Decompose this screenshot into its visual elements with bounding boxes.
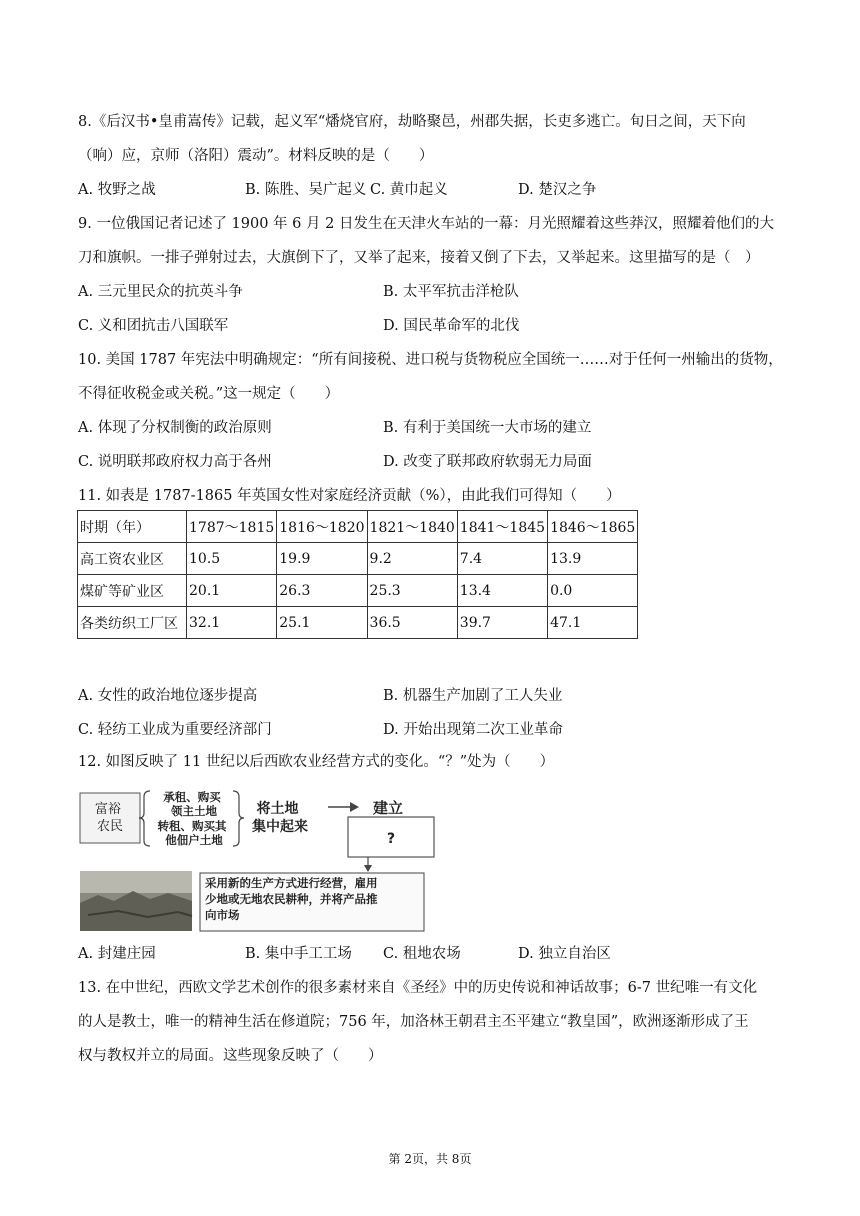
q9-stem-line2: 刀和旗帜。一排子弹射过去，大旗倒下了，又举了起来，接着又倒了下去，又举起来。这里描写的是（ ） [78,250,760,266]
table-cell: 高工资农业区 [78,543,187,575]
q10-option-b: B. 有利于美国统一大市场的建立 [383,420,592,436]
q12-flow-diagram [78,783,438,933]
left-brace [139,791,150,846]
table-header-row [78,511,638,543]
table-cell: 煤矿等矿业区 [78,575,187,607]
q10-option-a: A. 体现了分权制衡的政治原则 [78,420,272,436]
q13-stem-line1: 13. 在中世纪，西欧文学艺术创作的很多素材来自《圣经》中的历史传说和神话故事；6-7 世纪唯一有文化 [78,980,758,996]
table-header-cell: 1816～1820 [277,511,367,543]
table-cell: 20.1 [187,575,277,607]
establish-label: 建立 [372,799,404,817]
q13-stem-line3: 权与教权并立的局面。这些现象反映了（ ） [78,1048,383,1064]
rich-farmers-line1: 富裕 [94,802,121,817]
q13-stem-line2: 的人是教士，唯一的精神生活在修道院；756 年，加洛林王朝君主丕平建立“教皇国”，欧洲逐渐形成了王 [78,1014,749,1030]
q9-option-c: C. 义和团抗击八国联军 [78,318,229,334]
rent-buy-label [163,790,225,818]
table-header-cell: 1841～1845 [457,511,547,543]
q11-stem: 11. 如表是 1787-1865 年英国女性对家庭经济贡献（%），由此我们可得知（ ） [78,488,621,504]
table-row [78,575,638,607]
adopt-line2: 少地或无地农民耕种，并将产品推 [205,892,378,906]
adopt-line3: 向市场 [205,908,240,922]
table-cell: 各类纺织工厂区 [78,607,187,639]
q11-option-c: C. 轻纺工业成为重要经济部门 [78,722,272,738]
table-cell: 32.1 [187,607,277,639]
q12-stem: 12. 如图反映了 11 世纪以后西欧农业经营方式的变化。“？”处为（ ） [78,754,555,770]
table-header-cell: 1787～1815 [187,511,277,543]
right-brace [233,791,244,846]
q12-option-c: C. 租地农场 [383,946,461,962]
table-header-cell: 1846～1865 [548,511,638,543]
arrow-head-icon [350,802,359,812]
rich-farmers-box [80,793,140,843]
q8-stem-line2: （响）应，京师（洛阳）震动”。材料反映的是（ ） [78,148,434,164]
table-cell: 7.4 [457,543,547,575]
table-row [78,543,638,575]
concentrate-line2: 集中起来 [252,819,308,835]
table-cell: 19.9 [277,543,367,575]
table-header-cell: 1821～1840 [367,511,457,543]
q12-option-d: D. 独立自治区 [518,946,611,962]
question-mark: ? [386,831,396,847]
q10-option-c: C. 说明联邦政府权力高于各州 [78,454,272,470]
q11-option-d: D. 开始出现第二次工业革命 [383,722,563,738]
table-cell: 39.7 [457,607,547,639]
rent-buy-line2: 领主土地 [171,804,217,818]
q10-stem-line1: 10. 美国 1787 年宪法中明确规定：“所有间接税、进口税与货物税应全国统一……对于任何一州输出的货物， [78,352,783,368]
q8-option-a: A. 牧野之战 [78,182,156,198]
q12-option-b: B. 集中手工工场 [245,946,352,962]
adopt-line1: 采用新的生产方式进行经营，雇用 [205,876,378,890]
q9-option-a: A. 三元里民众的抗英斗争 [78,284,243,300]
q10-stem-line2: 不得征收税金或关税。”这一规定（ ） [78,386,340,402]
table-cell: 36.5 [367,607,457,639]
q10-option-d: D. 改变了联邦政府软弱无力局面 [383,454,592,470]
q8-option-d: D. 楚汉之争 [518,182,597,198]
page-footer: 第 2页，共 8页 [388,1152,472,1166]
sublet-buy-label [157,819,230,847]
sublet-buy-line1: 转租、购买其 [157,819,227,833]
q12-option-a: A. 封建庄园 [78,946,156,962]
sublet-buy-line2: 他佃户土地 [165,833,223,847]
q8-stem-line1: 8.《后汉书•皇甫嵩传》记载，起义军“燔烧官府，劫略聚邑，州郡失据，长吏多逃亡。旬日之间，天下向 [78,114,746,130]
table-cell: 26.3 [277,575,367,607]
rich-farmers-line2: 农民 [96,819,124,834]
q8-option-c: C. 黄巾起义 [370,182,448,198]
farm-photo-land [80,891,192,931]
q11-option-a: A. 女性的政治地位逐步提高 [78,688,258,704]
q9-option-d: D. 国民革命军的北伐 [383,318,520,334]
q9-option-b: B. 太平军抗击洋枪队 [383,284,519,300]
table-cell: 9.2 [367,543,457,575]
table-cell: 25.3 [367,575,457,607]
rent-buy-line1: 承租、购买 [163,790,221,804]
table-cell: 0.0 [548,575,638,607]
table-cell: 13.9 [548,543,638,575]
table-cell: 10.5 [187,543,277,575]
table-cell: 47.1 [548,607,638,639]
q8-option-b: B. 陈胜、吴广起义 [245,182,367,198]
table-cell: 25.1 [277,607,367,639]
table-cell: 13.4 [457,575,547,607]
concentrate-line1: 将土地 [256,801,299,817]
q11-option-b: B. 机器生产加剧了工人失业 [383,688,563,704]
concentrate-label [252,800,308,835]
table-header-cell: 时期（年） [78,511,187,543]
q11-data-table [77,510,638,639]
q9-stem-line1: 9. 一位俄国记者记述了 1900 年 6 月 2 日发生在天津火车站的一幕：月光照耀着这些莽汉，照耀着他们的大 [78,216,774,232]
table-row [78,607,638,639]
down-arrow-icon [364,865,372,872]
farm-photo-sky [80,871,192,893]
